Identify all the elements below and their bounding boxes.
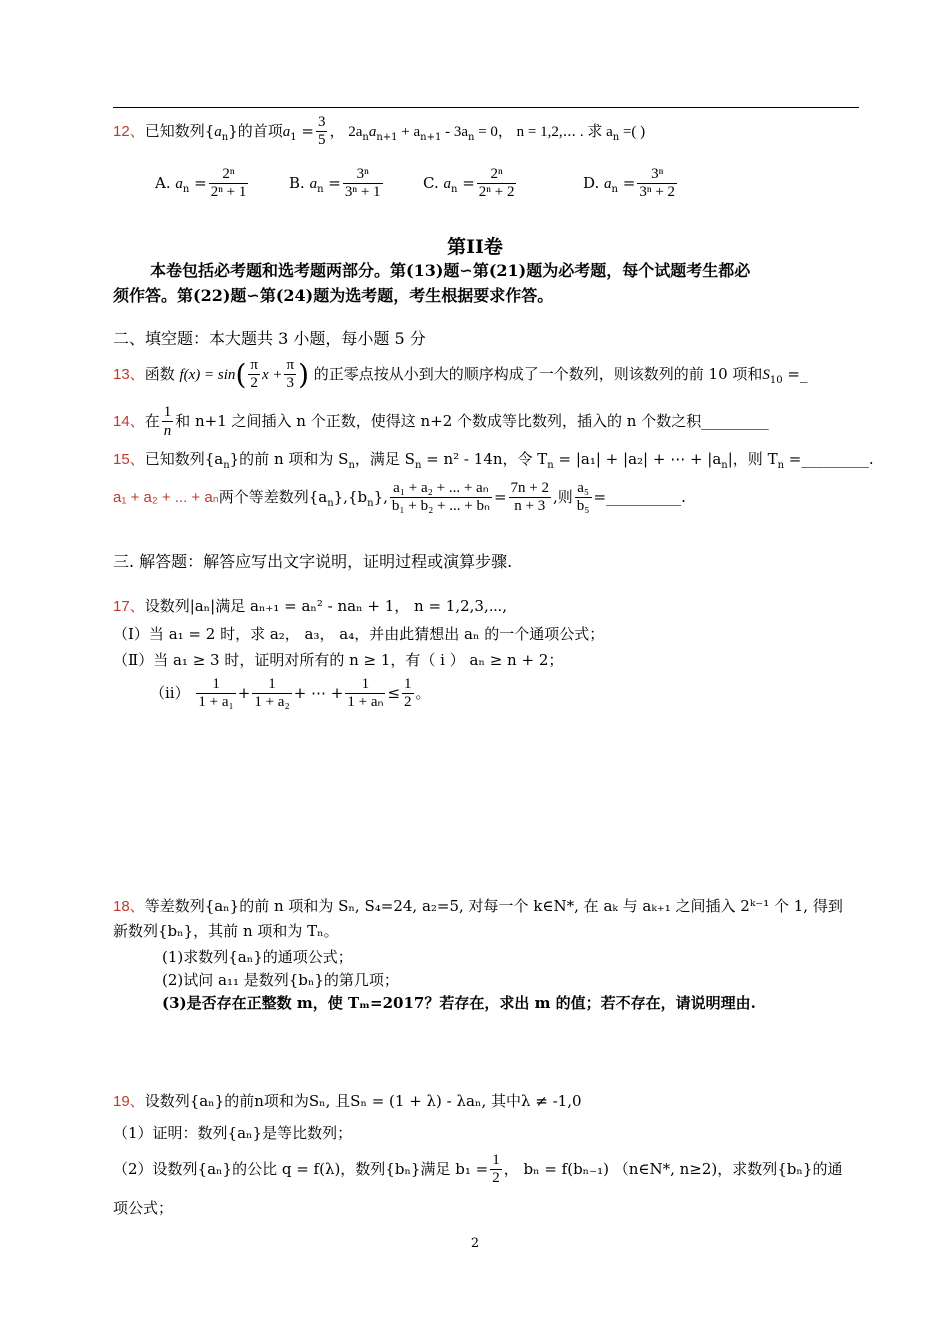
- question-18-line-3: (1)求数列{aₙ}的通项公式；: [162, 948, 353, 966]
- q12-text2: }的首项: [228, 121, 283, 140]
- question-18-line-5: (3)是否存在正整数 m，使 Tₘ=2017？若存在，求出 m 的值；若不存在，请说明理由.: [162, 994, 756, 1012]
- question-17-line-4: （ii） $\frac{1}{\text{1 + a₁}}$ + $\frac{1}{\text{1 + a₂}}$ + ⋯ + $\frac{1}{\text{1 + aₙ}}$ ≤ $\frac{1}{2}$ 。: [150, 676, 431, 711]
- question-19-line-3: （2）设数列{aₙ}的公比 q = f(λ)，数列{bₙ}满足 b₁ = $\frac{1}{2}$ ， bₙ = f(bₙ₋₁) （n∈N*, n≥2)，求数列{bₙ}的通: [113, 1152, 843, 1187]
- q12-an: a: [214, 123, 222, 140]
- q12-cond: ， 2a: [329, 123, 363, 140]
- question-14: 14、在 $\frac{1}{n}$ 和 n+1 之间插入 n 个正数，使得这 n+2 个数成等比数列，插入的 n 个数之积_________: [113, 404, 769, 440]
- question-13: 13、函数 f(x) = sin( $\frac{\pi}{2}$ x + $\frac{\pi}{3}$ ) 的正零点按从小到大的顺序构成了一个数列，则该数列的前 10 项和$S_{10}$ =_: [113, 357, 808, 392]
- option-a: A. $a_n$ = $\frac{\text{2ⁿ}}{\text{2ⁿ + 1}}$: [155, 166, 247, 201]
- question-number: a₁ + a₂ + ... + aₙ: [113, 488, 219, 506]
- question-number: 15、: [113, 451, 145, 468]
- question-number: 19、: [113, 1093, 145, 1110]
- page-number: 2: [470, 1236, 480, 1251]
- option-d: D. $a_n$ = $\frac{\text{3ⁿ}}{\text{3ⁿ + 2}}$: [583, 166, 676, 201]
- section-intro-2: 须作答。第(22)题∽第(24)题为选考题，考生根据要求作答。: [113, 286, 554, 305]
- q12-options: [155, 166, 679, 202]
- question-19-line-4: 项公式；: [113, 1199, 174, 1217]
- question-19-line-2: （1）证明：数列{aₙ}是等比数列；: [113, 1124, 353, 1142]
- question-12: 12、已知数列$\{a_n\}$的首项$a_1$ = $\frac{3}{5}$ ， $2a_na_{n+1} + a_{n+1} - 3a_n = 0$， n = 1,2,⋯ . 求 $a_n$ =( ): [113, 114, 646, 149]
- question-17-line-3: （Ⅱ）当 a₁ ≥ 3 时，证明对所有的 n ≥ 1，有（ i ） aₙ ≥ n + 2；: [113, 651, 564, 669]
- q12-fraction: $\frac{3}{5}$: [317, 114, 326, 149]
- q12-a1: a: [282, 123, 291, 140]
- question-18-line-4: (2)试问 a₁₁ 是数列{bₙ}的第几项；: [162, 971, 399, 989]
- section-intro-1: 本卷包括必考题和选考题两部分。第(13)题∽第(21)题为必考题，每个试题考生都必: [150, 261, 751, 280]
- question-number: 13、: [113, 365, 145, 383]
- question-17-line-2: （Ⅰ）当 a₁ = 2 时，求 a₂， a₃， a₄，并由此猜想出 aₙ 的一个通项公式；: [113, 625, 605, 643]
- question-number: 18、: [113, 898, 145, 915]
- question-19-line-1: 19、设数列{aₙ}的前n项和为Sₙ, 且Sₙ = (1 + λ) - λaₙ, 其中λ ≠ -1,0: [113, 1092, 582, 1110]
- question-18-line-2: 新数列{bₙ}，其前 n 项和为 Tₙ。: [113, 922, 339, 940]
- header-rule: [113, 107, 859, 108]
- answer-heading: 三. 解答题：解答应写出文字说明，证明过程或演算步骤.: [113, 552, 513, 571]
- question-number: 14、: [113, 413, 145, 431]
- question-15: 15、已知数列$\{a_n\}$的前 n 项和为 $S_n$，满足 $S_n = n^2 - 14n$，令 $T_n = |a_1| + |a_2|$ + ⋯ + $|a_n|$，则 $T_n$ =_________.: [113, 450, 874, 471]
- question-16: a₁ + a₂ + ... + aₙ两个等差数列$\{a_n\},\{b_n\}$, $\frac{\text{a₁ + a₂ + ... + aₙ}}{\text{b₁ + b₂ + ... + bₙ}}$ = $\frac{7n + 2}{n + 3}$ ,则 $\frac{\text{a₅}}{\text{b₅}}$ =__________.: [113, 480, 686, 515]
- q12-text: 已知数列{: [144, 121, 215, 140]
- question-17-line-1: 17、设数列|aₙ|满足 aₙ₊₁ = aₙ² - naₙ + 1， n = 1,2,3,⋯,: [113, 597, 507, 615]
- fill-heading: 二、填空题：本大题共 3 小题，每小题 5 分: [113, 329, 426, 348]
- option-b: B. $a_n$ = $\frac{\text{3ⁿ}}{\text{3ⁿ + 1}}$: [289, 166, 381, 201]
- question-number: 12、: [113, 122, 145, 140]
- section-title: 第II卷: [447, 236, 503, 258]
- question-number: 17、: [113, 598, 145, 615]
- question-18-line-1: 18、等差数列{aₙ}的前 n 项和为 Sₙ, S₄=24, a₂=5, 对每一个 k∈N*, 在 aₖ 与 aₖ₊₁ 之间插入 2ᵏ⁻¹ 个 1, 得到: [113, 897, 843, 915]
- option-c: C. $a_n$ = $\frac{\text{2ⁿ}}{\text{2ⁿ + 2}}$: [423, 166, 515, 201]
